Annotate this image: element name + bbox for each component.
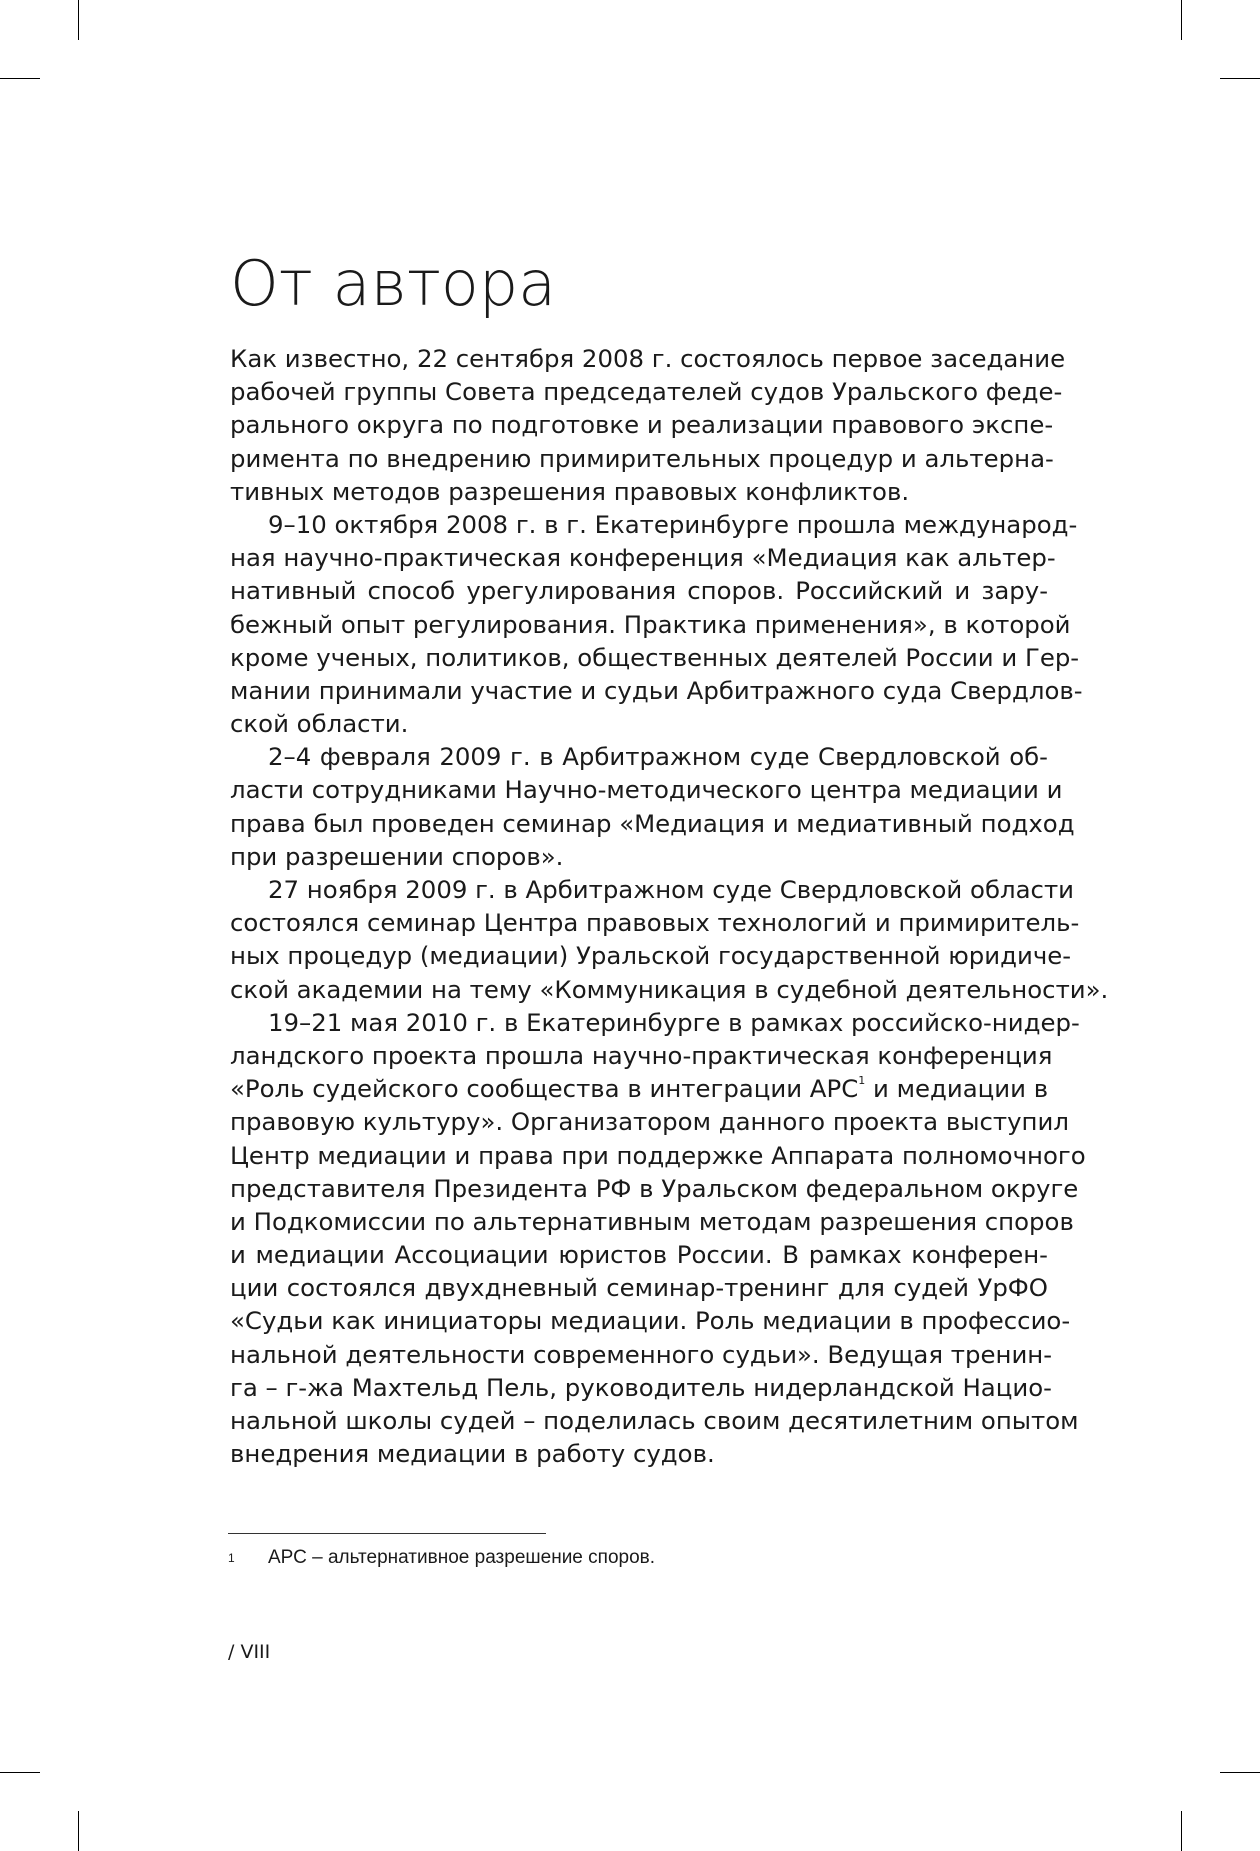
footnote-divider [228, 1533, 546, 1534]
text-line: 19–21 мая 2010 г. в Екатеринбурге в рамках российско-нидер- [268, 1007, 1080, 1037]
text-line: га – г-жа Махтельд Пель, руководитель нидерландской Нацио- [230, 1372, 1052, 1402]
text-line: 27 ноября 2009 г. в Арбитражном суде Свердловской области [268, 875, 1074, 904]
text-line: тивных методов разрешения правовых конфликтов. [230, 476, 910, 506]
text-line: кроме ученых, политиков, общественных деятелей России и Гер- [230, 642, 1080, 672]
footnote-number: 1 [228, 1551, 235, 1565]
crop-mark [78, 1811, 79, 1851]
text-line: права был проведен семинар «Медиация и медиативный подход [230, 808, 1075, 838]
text-line: ная научно-практическая конференция «Медиация как альтер- [230, 543, 1056, 573]
text-line: «Судьи как инициаторы медиации. Роль медиации в профессио- [230, 1306, 1071, 1336]
footnote-ref[interactable]: 1 [858, 1074, 866, 1088]
page-number: / VIII [228, 1641, 271, 1663]
text-fragment: «Роль судейского сообщества в интеграции АРС [230, 1074, 859, 1104]
crop-mark [1181, 0, 1182, 40]
text-line: при разрешении споров». [230, 841, 564, 871]
text-line: нативный способ урегулирования споров. Российский и зару- [230, 576, 1048, 606]
text-line [230, 1072, 1048, 1105]
text-line: 2–4 февраля 2009 г. в Арбитражном суде Свердловской об- [268, 742, 1048, 772]
text-fragment: и медиации в [865, 1074, 1049, 1104]
crop-mark [0, 1772, 40, 1773]
crop-mark [78, 0, 79, 40]
text-line: ных процедур (медиации) Уральской государственной юридиче- [230, 941, 1072, 971]
text-line: Центр медиации и права при поддержке Аппарата полномочного [230, 1140, 1086, 1170]
text-line: ласти сотрудниками Научно-методического центра медиации и [230, 775, 1063, 805]
body-text [230, 342, 1109, 1470]
text-line: ции состоялся двухдневный семинар-тренинг для судей УрФО [230, 1273, 1048, 1303]
text-line: римента по внедрению примирительных процедур и альтерна- [230, 443, 1054, 473]
crop-mark [1220, 78, 1260, 79]
text-line: состоялся семинар Центра правовых технологий и примиритель- [230, 908, 1080, 938]
text-line: мании принимали участие и судьи Арбитражного суда Свердлов- [230, 675, 1083, 705]
text-line: бежный опыт регулирования. Практика применения», в которой [230, 609, 1071, 639]
crop-mark [0, 78, 40, 79]
text-line: нальной деятельности современного судьи». Ведущая тренин- [230, 1339, 1053, 1369]
text-line: ской области. [230, 709, 409, 739]
text-line: 9–10 октября 2008 г. в г. Екатеринбурге прошла международ- [268, 509, 1078, 539]
page-title: От автора [230, 247, 557, 320]
text-line: и медиации Ассоциации юристов России. В рамках конферен- [230, 1240, 1048, 1270]
text-line: внедрения медиации в работу судов. [230, 1439, 715, 1469]
text-line: рального округа по подготовке и реализации правового экспе- [230, 410, 1054, 440]
text-line: ландского проекта прошла научно-практическая конференция [230, 1040, 1053, 1070]
text-line: ской академии на тему «Коммуникация в судебной деятельности». [230, 974, 1109, 1004]
footnote [228, 1546, 655, 1570]
footnote-text: АРС – альтернативное разрешение споров. [268, 1547, 656, 1568]
text-line: нальной школы судей – поделилась своим десятилетним опытом [230, 1406, 1079, 1435]
text-line: представителя Президента РФ в Уральском федеральном округе [230, 1173, 1079, 1203]
crop-mark [1181, 1811, 1182, 1851]
text-line: правовую культуру». Организатором данного проекта выступил [230, 1107, 1069, 1137]
crop-mark [1220, 1772, 1260, 1773]
text-line: Как известно, 22 сентября 2008 г. состоялось первое заседание [230, 344, 1066, 373]
text-line: рабочей группы Совета председателей судов Уральского феде- [230, 377, 1063, 407]
text-line: и Подкомиссии по альтернативным методам разрешения споров [230, 1206, 1074, 1236]
